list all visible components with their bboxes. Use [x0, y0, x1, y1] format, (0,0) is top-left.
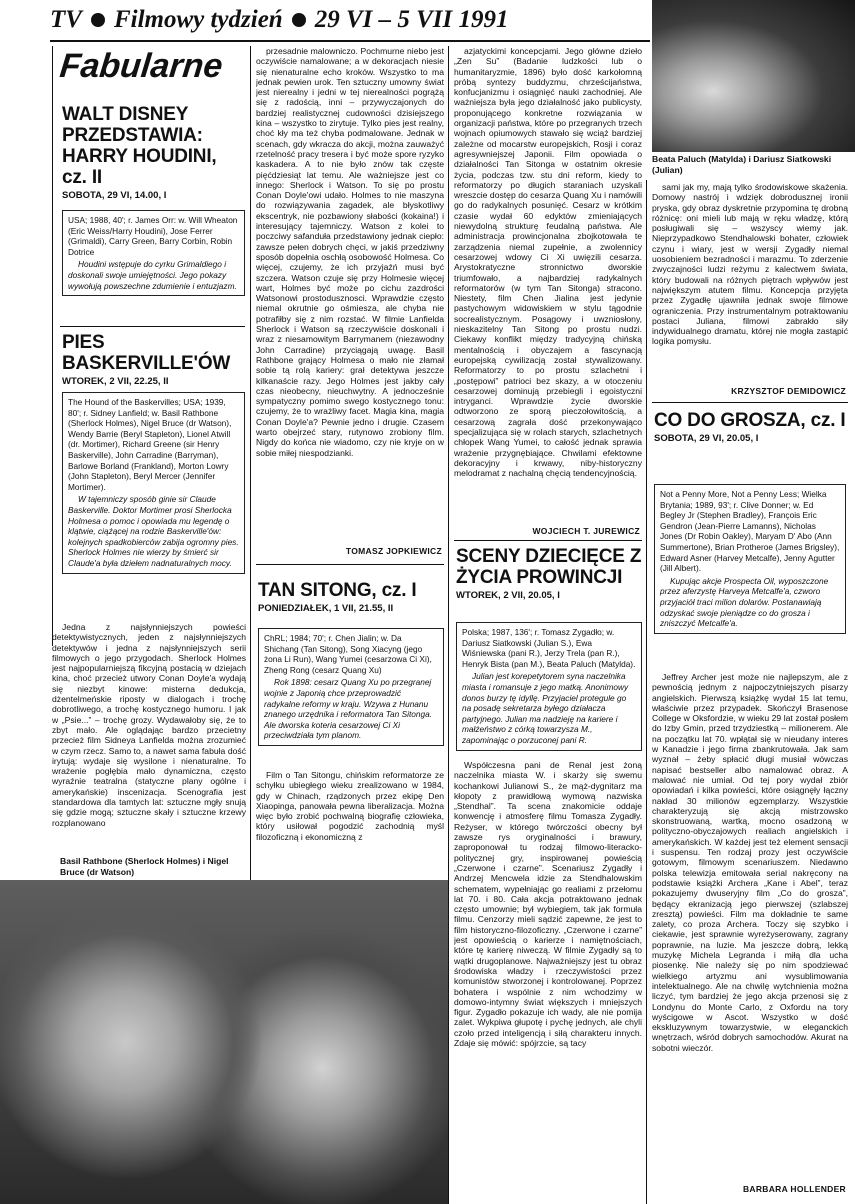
- article-title: SCENY DZIECIĘCE Z ŻYCIA PROWINCJI: [456, 546, 642, 588]
- column-rule: [52, 46, 53, 646]
- bullet-icon: [292, 13, 306, 27]
- credits: The Hound of the Baskervilles; USA; 1939, 80'; r. Sidney Lanfield; w. Basil Rathbone (Sherlock Holmes), Nigel Bruce (dr Watson), Wendy Barrie (Beryl Stapleton), Lionel Atwill (dr. Mortimer), Richard Greene (sir Henry Baskerville), John Carradine (Barryman), Barlowe Borland (Frankland), Morton Lowry (John Stapleton), Beryl Mercer (Jennifer Mortimer).: [68, 397, 232, 492]
- page-header: [50, 2, 650, 42]
- credits: ChRL; 1984; 70'; r. Chen Jialin; w. Da Shichang (Tan Sitong), Song Xiacyng (jego żona Li Run), Wang Yumei (cesarzowa Ci Xi), Zheng Rong (cesarz Quang Xu): [264, 633, 432, 675]
- photo-caption-bottom-left: Basil Rathbone (Sherlock Holmes) i Nigel Bruce (dr Watson): [60, 856, 229, 877]
- article-title: WALT DISNEY PRZEDSTAWIA: HARRY HOUDINI, cz. II: [62, 104, 217, 188]
- credits-box-grosza: [654, 484, 846, 634]
- synopsis: Houdini wstępuje do cyrku Grimaldiego i doskonali swoje umiejętności. Jego pokazy wywołują powszechne zdumienie i entuzjazm.: [68, 259, 237, 291]
- article-baskerville: [62, 332, 245, 388]
- synopsis: Julian jest korepetytorem syna naczelnika miasta i romansuje z jego matką. Anonimowy donos burzy tę idyllę. Przyjaciel protegule go na posadę sekretarza byłego działacza partyjnego. Julian ma nadzieję na kariere i małżeństwo z córką towarzysza M., zapominając o porzuconej pani R.: [462, 671, 629, 745]
- bullet-icon: [91, 13, 105, 27]
- article-sceny: [456, 546, 642, 602]
- author-signature: WOJCIECH T. JUREWICZ: [532, 526, 640, 536]
- article-title: TAN SITONG, cz. I: [258, 580, 417, 601]
- credits-box-sceny: [456, 622, 642, 751]
- header-title: Filmowy tydzień: [113, 6, 283, 33]
- synopsis: Rok 1898: cesarz Quang Xu po przegranej wojnie z Japonią chce przeprowadzić radykalne reformy w kraju. Wzywa z Hunanu znanego urzędnika i reformatora Tan Sitonga. Ale dworska koteria cesarzowej Ci Xi przeciwdziała tym planom.: [264, 677, 433, 741]
- column-rule: [448, 46, 449, 1204]
- article-houdini: [62, 104, 245, 202]
- article-body-tansitong-1: Film o Tan Sitongu, chińskim reformatorze ze schyłku ubiegłego wieku zrealizowano w 1984, gdy w Chinach, rządzonych przez ekipę Den Xiaopinga, panowała pewna liberalizacja. Można więc było zrobić pochwalną biografię człowieka, który usiłował pogodzić zachodnią myśl filozoficzną i ekonomiczną z: [256, 770, 444, 842]
- credits: Polska; 1987, 136'; r. Tomasz Zygadło; w. Dariusz Siatkowski (Julian S.), Ewa Wiśniewska (pani R.), Jerzy Trela (pan R.), Henryk Bista (pan M.), Beata Paluch (Matylda).: [462, 627, 636, 669]
- section-rule: [454, 540, 642, 541]
- article-body-sceny-1: Współczesna pani de Renal jest żoną naczelnika miasta W. i skarży się swemu kochankowi Julianowi S., że mąż-dygnitarz ma kłopoty z prawidłową wymową nazwiska „Stendhal”. Ta scena znakomicie oddaje konwencję i atmosferę filmu Tomasza Zygadły. Reżyser, w którego twórczości obecny był zawsze rys oryginalności i brawury, zaproponował tu rodzaj filmowo-literacko-politycznej gry, inspirowanej powieścią „Czerwone i czarne”. Scenariusz Zygadły i Andrzej Mencwela idzie za Stendhalowskim schematem, wypełniając go realiami z przełomu lat 70. i 80. Cała akcja potraktowano jednak często umownie; był wybiegiem, tak jak formuła filmu. Cenzorzy mieli sądzić zapewne, że jest to film historyczno-filozoficzny. „Czerwone i czarne” jest opowieścią o karierze i namiętnościach, które tę karierę niweczą. W filmie Zygadły są to wątki drugoplanowe. Najważniejszy jest tu obraz środowiska władzy i rzeczywistości przez komunistów stworzonej i kontrolowanej. Poprzez bohatera i wspólnie z nim wchodzimy w domowo-intymny świat większych i mniejszych figur. Zygadło pokazuje ich wady, ale nie pomija zalet. Wykpiwa głupotę i pychę jednych, ale chyli czoło przed inteligencją i siłą charakteru innych. Zdaje się mówić: spójrzcie, są tacy: [454, 760, 642, 1049]
- author-signature: TOMASZ JOPKIEWICZ: [345, 546, 442, 556]
- column-rule: [250, 46, 251, 881]
- photo-sceny-dzieciece: [652, 0, 855, 152]
- broadcast-time: SOBOTA, 29 VI, 14.00, I: [62, 190, 167, 201]
- section-rule: [256, 564, 444, 565]
- synopsis: W tajemniczy sposób ginie sir Claude Baskerville. Doktor Mortimer prosi Sherlocka Holmesa o pomoc i opowiada mu legendę o klątwie, ciążącej na rodzie Baskerville'ów: kolejnych spadkobierców zabija ogromny pies. Sherlock Holmes nie wierzy by śmierć sir Claude'a była dziełem nadnaturalnych mocy.: [68, 494, 239, 568]
- photo-caption-top-right: Beata Paluch (Matylda) i Dariusz Siatkowski (Julian): [652, 154, 832, 175]
- article-body-sceny-2: sami jak my, mają tylko środowiskowe skażenia. Domowy nastrój i wdzięk dobrodusznej ironii pryska, gdy obraz dyskretnie przypomina tę drobną różnicę: oni mieli lub mają w ręku władzę, którą posługiwali się – wszyscy wiemy jak. Nieprzypadkowo Stendhalowski bohater, człowiek czynu i wiary, jest w wersji Zygadły niemal uosobieniem bezradności i marazmu. To zderzenie zwyczajności ludzi reżymu z kalectwem świata, który budowali na różnych piętrach wpływów jest największym atutem filmu. Koncepcja przyjęta przez Zygadłę ujawniła jednak swoje filmowe ograniczenia. Przy instrumentalnym potraktowaniu postaci Juliana, filmowi zabrakło siły indywidualnego dramatu, której nie mogła zastąpić logika pomysłu.: [652, 182, 848, 347]
- article-grosza: [654, 410, 846, 445]
- credits-box-baskerville: [62, 392, 245, 574]
- credits-box-tansitong: [258, 628, 444, 746]
- broadcast-time: WTOREK, 2 VII, 20.05, I: [456, 590, 560, 601]
- article-body-tansitong-2: azjatyckimi koncepcjami. Jego główne dzieło „Zen Su” (Badanie ludzkości lub o humanitaryzmie, 1896) było dość karkołomną próbą syntezy buddyzmu, chrześcijaństwa, konfucjanizmu i osiągnięć nauki zachodniej. Ale ważniejsza była jego działalność jako publicysty, proponującego konkretne rozwiązania w organizacji państwa, które po przegranych trzech wojnach opiumowych stawało się wciąż bardziej zależne od mocarstw europejskich, Rosji i coraz agresywniejszej Japonii. Film opowiada o działalności Tan Sitonga w ostatnim okresie życia, podczas tzw. stu dni reform, kiedy to reformatorzy po długich staraniach uzyskali wreszcie dostęp do cesarza Quang Xu i namówili go do radykalnych posunięć. Cesarz w krótkim czasie wydał 60 edyktów zmieniających niewydolną strukturę feudalną państwa. Ale administracja prowincjonalna zbojkotowała te zarządzenia niemal zupełnie, a zwolennicy cesarzowej wdowy Ci Xi uwięzili cesarza. Arystokratyczne stronnictwo dworskie triumfowało, a najbardziej radykalnych reformatorów (w tym Tan Sitonga) stracono. Niestety, film Chen Jialina jest jedynie pastychowym widowiskiem w stylu tągodnie socrealistycznym. Posągowy i uwzniosłony, nieskazitelny Tan Sitong po prostu nudzi. Ciekawy konflikt między tradycyjną chińską mentalnością i obyczajem a fascynacją europejską cywilizacją został stywalizowany. Reformatorzy to po prostu szlachetni i „postępowi” patrioci bez skazy, a w otoczeniu cesarzowej dominują przebiegli i egoistyczni intryganci. Wprawdzie życie dworskie odtworzono ze sporą pieczołowitością, a cesarzową zagrała dość przekonywająco specjalizująca się w rolach starych, szlachetnych chłopek Wang Yumei, to całość jednak sprawia wrażenie przygnębiające. Chwilami efektowne dekoracyjny i krwawy, niby-historyczny melodramat z nachalną chęcią tendencyjnością.: [454, 46, 642, 479]
- column-rule: [646, 180, 647, 1204]
- section-kicker: Fabularne: [58, 47, 225, 85]
- article-title: PIES BASKERVILLE'ÓW: [62, 332, 231, 374]
- section-rule: [652, 402, 848, 403]
- article-title: CO DO GROSZA, cz. I: [654, 410, 846, 431]
- article-body-grosza: Jeffrey Archer jest może nie najlepszym, ale z pewnością jednym z najpoczytniejszych pisarzy angielskich. Pierwszą książkę wydał 15 lat temu, właściwie przez przypadek. Skończył Brasenose College w Oksfordzie, w wieku 29 lat został posłem do Izby Gmin, przed trzydziestką – milionerem. Ale na początku lat 70. wpłątał się w nieudany interes w Kanadzie i jego firma zbankrutowała. Jak sam wyznał – żeby spłacić długi musiał wówczas napisać bestseller albo namalować obraz. A malować nie umiał. Od tej pory wydał zbiór opowiadań i kilka powieści, które osiągnęły łączny nakład 30 milionów egzemplarzy. Wszystkie charakteryzują się akcją mistrzowsko skonstruowaną, wartką, mocno osadzoną w polityczno-obyczajowych realiach angielskich i amerykańskich. W każdej jest też element sensacji i suspensu. Ten rodzaj prozy jest oczywiście gotowym, filmowym scenariuszem. Niedawno polska telewizja emitowała serial nakręcony na podstawie książki Archera „Kane i Abel”, teraz pokazujemy dwuseryjny film „Co do grosza”, będący ekranizacją jego pierwszej (szlabszej zresztą) powieści. Film ma dokładnie te same zalety, co proza Archera. Toczy się szybko i ciekawie, jest sprawnie wyreżyserowany, zagrany poprawnie, na luzie. Ma jeszcze dobrą, lekką muzykę Michela Legranda i miłą dla ucha piosenkę. Nie należy się po nim spodziewać wielkiego artyzmu ani wysublimowania intelektualnego. Ale na chwilę wytchnienia można liczyć, tym bardziej że jego akcja przenosi się z Londynu do Monte Carlo, z Oxfordu na tory wyścigowe w Ascot. Wszystko w dość ekskluzywnym towarzystwie, w eleganckich wnętrzach, wśród dobrych samochodów. Akurat na sobotni wieczór.: [652, 672, 848, 1053]
- section-rule: [60, 326, 245, 327]
- broadcast-time: PONIEDZIAŁEK, 1 VII, 21.55, II: [258, 603, 394, 614]
- synopsis: Kupując akcje Prospecta Oil, wyposzczone przez aferzystę Harveya Metcalfe'a, czworo przyjaciół traci milion dolarów. Postanawiają odzyskać swoje pieniądze co do grosza i zniszczyć Metcalfe'a.: [660, 575, 829, 629]
- credits-box-houdini: [62, 210, 245, 296]
- broadcast-time: SOBOTA, 29 VI, 20.05, I: [654, 433, 759, 444]
- author-signature: BARBARA HOLLENDER: [742, 1184, 846, 1194]
- article-tansitong: [258, 580, 444, 615]
- header-section: TV: [50, 6, 82, 33]
- credits: Not a Penny More, Not a Penny Less; Wielka Brytania; 1989, 93'; r. Clive Donner; w. Ed Begley Jr (Stephen Bradley), François Eric Gendron (Jean-Pierre Lamanns), Nicholas Jones (Dr Robin Oakley), Maryam D' Abo (Ann Summertone), Brian Protheroe (James Brigsley), Edward Asner (Harvey Metcalfe), Jenny Agutter (Jill Albert).: [660, 489, 840, 574]
- author-signature: KRZYSZTOF DEMIDOWICZ: [731, 386, 846, 396]
- article-body-baskerville-1: Jedna z najsłynniejszych powieści detektywistycznych, jeden z najsłynniejszych detektywów i jedna z najsłynniejszych serii filmowych o jego przygodach. Sherlock Holmes jest najpopularniejszą fikcyjną postacią w dziejach kina, choć przecież utwory Conan Doyle'a wydają się niezbyt kinowe: misterna dedukcja, dżentelmeńskie riposty w dialogach i trochę dobrotliwego, a trochę kostycznego humoru. I jak w „Psie...” – trochę grozy. Wydawałoby się, że to zbyt mało. Ale oglądając bardzo przecietny przecież film Sidneya Lanfielda można zrozumieć w czym rzecz. Samo to, a nawet sama fabuła dość irytują: wydaje się wysilone i nienaturalne. To wrażenie pogłębia mało dynamiczna, często wyraźnie teatralna (statyczne plany ogólne i amerykańskie) inscenizacja. Scenografia jest standardowa dla tamtych lat: sztuczne mgły snują się gdzie mogą; sztuczne skały i sztuczne krzewy rozplanowano: [52, 622, 246, 828]
- photo-baskerville: [0, 880, 448, 1204]
- header-dates: 29 VI – 5 VII 1991: [314, 6, 509, 33]
- broadcast-time: WTOREK, 2 VII, 22.25, II: [62, 376, 169, 387]
- article-body-baskerville-2: przesadnie malowniczo. Pochmurne niebo jest oczywiście namalowane; a w dekoracjach niesie się nienaturalne echo kroków. Wszystko to ma jednak pewien urok. Ten sztuczny umowny świat jest nierealny i jedni w tej nierealności pogrążą się z radością, inni – przywyczajonych do bardziej realistycznej cudowności dzisiejszego kina – wszystko to zirytuje. Tylko pies jest realny, choć kły ma też chyba podmalowane. Jednak w scenach, gdy wkracza do akcji, można zauważyć rzetelność pracy tresera i być może spore ryzyko kaskadera. A to nie było znów tak częste pięćdziesiąt lat temu. Ale ważniejsze jest co innego: Sherlock i Watson. To się po prostu Conan Doyle'owi udało. Holmes to nie maszyna do rozwiązywania zagadek, ale błyskotliwy ekscentryk, nie pozbawiony słabości (kokaina!) i interesujący tajemniczy. Watson z kolei to poczciwy safanduła przedstawiony jednak ciepło: zawsze pełen dobrych chęci, w jakiś przedziwny sposób dopełnia oschłą osobowość Holmesa. Co więcej, czujemy, że ich przyjaźń musi być szczera. Watson czuje się przy Holmesie więcej wart, Holmes być może po cichu zazdrości Watsonowi prostodusznosci. Wprawdzie często niemal okrutnie go ośmiesza, ale chyba nie potrafiłby się z nim rozstać. W filmie Lanfielda Sherlock i Watson są rzeczywiście doskonali i wraz z niesamowitym Barrymanem (niezawodny John Carradine) przyciągają uwagę. Basil Rathbone grający Holmesa o mało nie złamał sobie tą rolą kariery: grał detektywa jeszcze kilkanaście razy. Jego Holmes jest jakby cały czas nieobecny, nieuchwytny. A jednocześnie sympatyczny pomimo swego kostycznego tonu: czujemy, że to wrażliwy facet. Magia kina, magia Conan Doyle'a? Pewnie jedno i drugie. Czasem warto obejrzeć stary, rutynowo zrobiony film. Nigdy do końca nie wiadomo, czy nie kryje on w sobie miłej niespodzianki.: [256, 46, 444, 458]
- credits: USA; 1988, 40'; r. James Orr: w. Will Wheaton (Eric Weiss/Harry Houdini), Jose Ferrer (Grimaldi), Carry Green, Barry Corbin, Robin Dotrice: [68, 215, 238, 257]
